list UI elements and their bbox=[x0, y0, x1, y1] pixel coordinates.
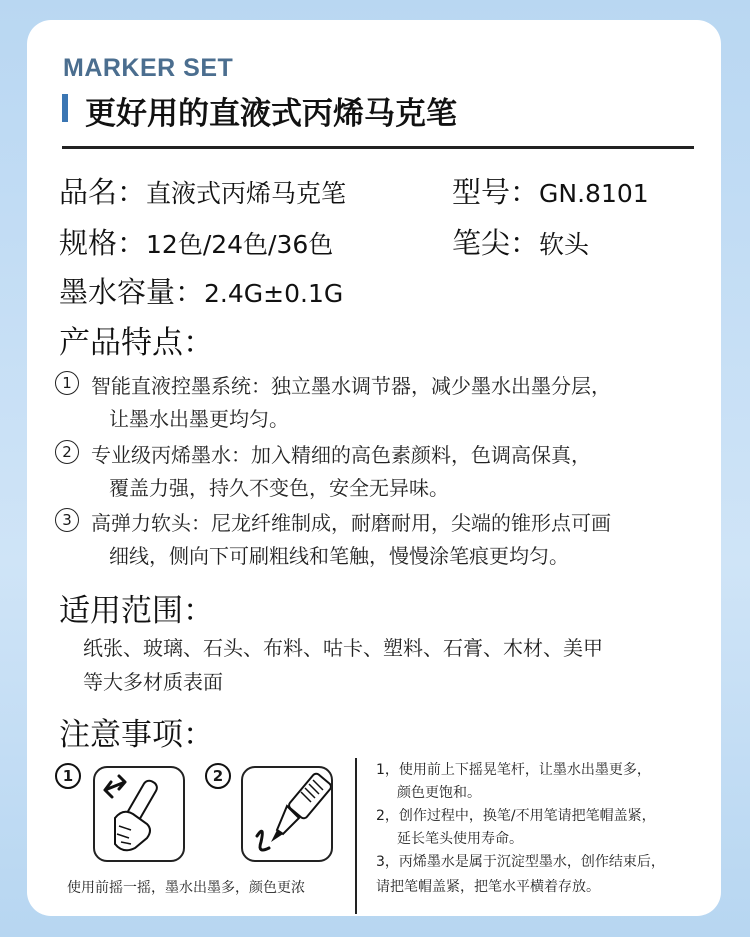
brand-label: MARKER SET bbox=[63, 54, 234, 82]
materials-line-1: 纸张、玻璃、石头、布料、咕卡、塑料、石膏、木材、美甲 bbox=[83, 636, 603, 660]
content-card bbox=[27, 20, 721, 916]
notice-1-line-1: 1，使用前上下摇晃笔杆，让墨水出墨更多， bbox=[376, 762, 651, 778]
notice-badge-1: 1 bbox=[55, 763, 81, 789]
notice-3-line-1: 3，丙烯墨水是属于沉淀型墨水，创作结束后， bbox=[376, 854, 665, 870]
feature-2-line-2: 覆盖力强，持久不变色，安全无异味。 bbox=[109, 476, 449, 500]
brush-pen-icon bbox=[243, 768, 331, 860]
materials-line-2: 等大多材质表面 bbox=[83, 670, 223, 694]
spec-name-label: 品名： bbox=[59, 175, 147, 209]
spec-tip-row bbox=[452, 221, 589, 262]
spec-tip-value: 软头 bbox=[539, 230, 590, 259]
spec-size-row bbox=[59, 221, 333, 262]
shake-hand-icon bbox=[95, 768, 183, 860]
notice-2-line-2: 延长笔头使用寿命。 bbox=[397, 831, 523, 847]
feature-1-line-2: 让墨水出墨更均匀。 bbox=[109, 407, 289, 431]
feature-3-line-2: 细线，侧向下可刷粗线和笔触，慢慢涂笔痕更均匀。 bbox=[109, 544, 569, 568]
brush-tip-illustration bbox=[241, 766, 333, 862]
spec-model-value: GN.8101 bbox=[539, 179, 649, 208]
spec-name-row bbox=[59, 170, 346, 211]
feature-number-2: 2 bbox=[55, 440, 79, 464]
feature-1-line-1: 智能直液控墨系统：独立墨水调节器，减少墨水出墨分层， bbox=[91, 374, 611, 398]
shake-pen-illustration bbox=[93, 766, 185, 862]
feature-number-1: 1 bbox=[55, 371, 79, 395]
feature-number-3: 3 bbox=[55, 508, 79, 532]
spec-model-label: 型号： bbox=[452, 175, 540, 209]
spec-size-value: 12色/24色/36色 bbox=[146, 230, 334, 259]
materials-heading: 适用范围： bbox=[59, 593, 214, 629]
title-divider bbox=[62, 146, 694, 149]
title-accent-bar bbox=[62, 94, 68, 122]
notice-badge-2: 2 bbox=[205, 763, 231, 789]
notice-3-line-2: 请把笔帽盖紧，把笔水平横着存放。 bbox=[376, 879, 600, 895]
notice-1-line-2: 颜色更饱和。 bbox=[397, 785, 481, 801]
notice-2-line-1: 2，创作过程中，换笔/不用笔请把笔帽盖紧， bbox=[376, 808, 656, 824]
spec-capacity-label: 墨水容量： bbox=[59, 275, 205, 309]
feature-3-line-1: 高弹力软头：尼龙纤维制成，耐磨耐用，尖端的锥形点可画 bbox=[91, 511, 611, 535]
spec-model-row bbox=[452, 170, 649, 211]
spec-capacity-row bbox=[59, 270, 343, 311]
spec-capacity-value: 2.4G±0.1G bbox=[204, 279, 344, 308]
notice-heading: 注意事项： bbox=[59, 717, 214, 753]
spec-tip-label: 笔尖： bbox=[452, 226, 540, 260]
feature-2-line-1: 专业级丙烯墨水：加入精细的高色素颜料，色调高保真， bbox=[91, 443, 591, 467]
features-heading: 产品特点： bbox=[59, 325, 214, 361]
page-title: 更好用的直液式丙烯马克笔 bbox=[85, 96, 457, 132]
notice-divider bbox=[355, 758, 357, 914]
shake-caption: 使用前摇一摇，墨水出墨多，颜色更浓 bbox=[67, 880, 305, 896]
spec-size-label: 规格： bbox=[59, 226, 147, 260]
spec-name-value: 直液式丙烯马克笔 bbox=[146, 179, 347, 208]
